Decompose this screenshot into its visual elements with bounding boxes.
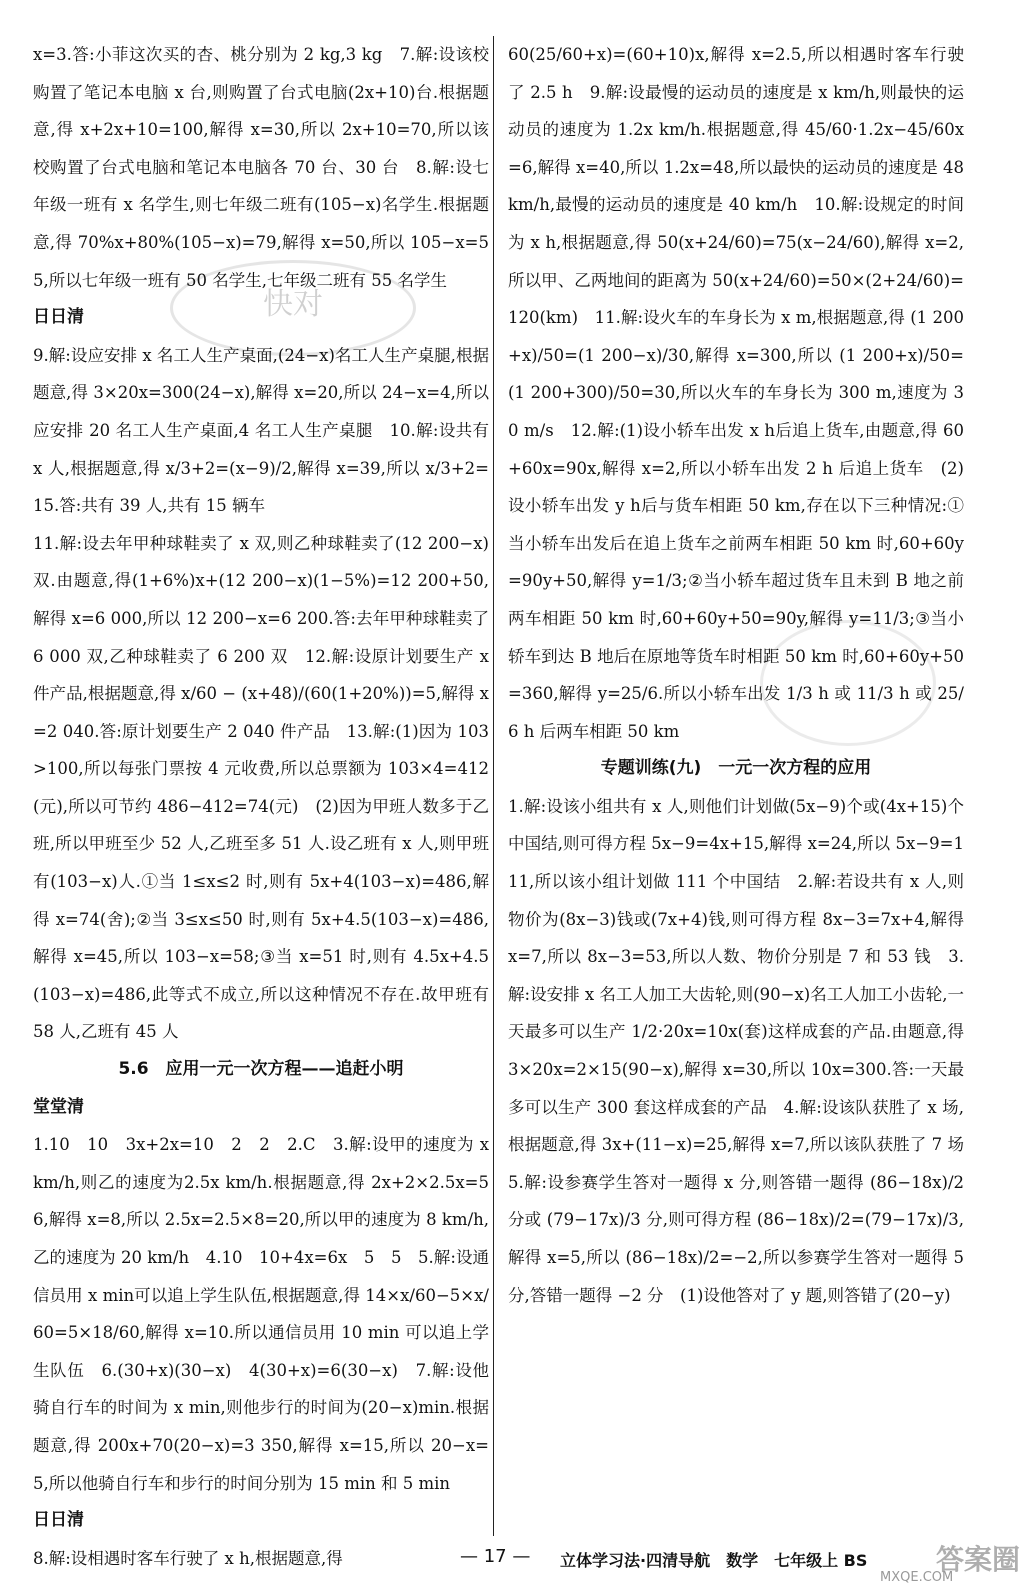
answer-paragraph: 8.解:设相遇时客车行驶了 x h,根据题意,得 — [33, 1548, 343, 1568]
section-heading: 日日清 — [33, 1510, 84, 1531]
column-divider — [493, 36, 494, 1536]
section-title: 专题训练(九) 一元一次方程的应用 — [600, 758, 872, 779]
answer-paragraph: 9.解:设应安排 x 名工人生产桌面,(24−x)名工人生产桌腿,根据题意,得 3×20x=300(24−x),解得 x=20,所以 24−x=4,所以应安排 20 名工人生产桌面,4 名工人生产桌腿 10.解:设共有 x 人,根据题意,得 x/3+2=(x−9)/2,解得 x=39,所以 x/3+2=15.答:共有 39 人,共有 15 辆车 — [33, 345, 489, 516]
answer-paragraph: x=3.答:小菲这次买的杏、桃分别为 2 kg,3 kg 7.解:设该校购置了笔记本电脑 x 台,则购置了台式电脑(2x+10)台.根据题意,得 x+2x+10=100,解得 x=30,所以 2x+10=70,所以该校购置了台式电脑和笔记本电脑各 70 台、30 台 8.解:设七年级一班有 x 名学生,则七年级二班有(105−x)名学生.根据题意,得 70%x+80%(105−x)=79,解得 x=50,所以 105−x=55,所以七年级一班有 50 名学生,七年级二班有 55 名学生 — [33, 45, 489, 290]
section-heading: 日日清 — [33, 307, 84, 328]
watermark-logo: 快对 — [170, 260, 416, 356]
answer-paragraph: 11.解:设去年甲种球鞋卖了 x 双,则乙种球鞋卖了(12 200−x)双.由题意,得(1+6%)x+(12 200−x)(1−5%)=12 200+50,解得 x=6 000,所以 12 200−x=6 200.答:去年甲种球鞋卖了 6 000 双,乙种球鞋卖了 6 200 双 12.解:设原计划要生产 x 件产品,根据题意,得 x/60 − (x+48)/(60(1+20%))=5,解得 x=2 040.答:原计划要生产 2 040 件产品 13.解:(1)因为 103>100,所以每张门票按 4 元收费,所以总票额为 103×4=412(元),所以可节约 486−412=74(元) (2)因为甲班人数多于乙班,所以甲班至少 52 人,乙班至多 51 人.设乙班有 x 人,则甲班有(103−x)人.①当 1≤x≤2 时,则有 5x+4(103−x)=486,解得 x=74(舍);②当 3≤x≤50 时,则有 5x+4.5(103−x)=486,解得 x=45,所以 103−x=58;③当 x=51 时,则有 4.5x+4.5(103−x)=486,此等式不成立,所以这种情况不存在.故甲班有 58 人,乙班有 45 人 — [33, 533, 489, 1042]
corner-logo: 答案圈 — [935, 1543, 1020, 1576]
right-column — [508, 36, 981, 1314]
answer-paragraph: 1.10 10 3x+2x=10 2 2 2.C 3.解:设甲的速度为 x km/h,则乙的速度为2.5x km/h.根据题意,得 2x+2×2.5x=56,解得 x=8,所以 2.5x=2.5×8=20,所以甲的速度为 8 km/h,乙的速度为 20 km/h 4.10 10+4x=6x 5 5 5.解:设通信员用 x min可以追上学生队伍,根据题意,得 14×x/60−5×x/60=5×18/60,解得 x=10.所以通信员用 10 min 可以追上学生队伍 6.(30+x)(30−x) 4(30+x)=6(30−x) 7.解:设他骑自行车的时间为 x min,则他步行的时间为(20−x)min.根据题意,得 200x+70(20−x)=3 350,解得 x=15,所以 20−x=5,所以他骑自行车和步行的时间分别为 15 min 和 5 min — [33, 1135, 489, 1493]
section-heading: 堂堂清 — [33, 1096, 84, 1117]
book-brand: 立体学习法·四清导航 数学 七年级上 BS — [560, 1551, 868, 1570]
page-number: — 17 — — [460, 1546, 531, 1567]
corner-url: MXQE.COM — [880, 1570, 954, 1585]
section-title: 5.6 应用一元一次方程——追赶小明 — [118, 1059, 404, 1080]
answer-paragraph: 60(25/60+x)=(60+10)x,解得 x=2.5,所以相遇时客车行驶了 2.5 h 9.解:设最慢的运动员的速度是 x km/h,则最快的运动员的速度为 1.2x km/h.根据题意,得 45/60·1.2x−45/60x=6,解得 x=40,所以 1.2x=48,所以最快的运动员的速度是 48 km/h,最慢的运动员的速度是 40 km/h 10.解:设规定的时间为 x h,根据题意,得 50(x+24/60)=75(x−24/60),解得 x=2,所以甲、乙两地间的距离为 50(x+24/60)=50×(2+24/60)=120(km) 11.解:设火车的车身长为 x m,根据题意,得 (1 200+x)/50=(1 200−x)/30,解得 x=300,所以 (1 200+x)/50=(1 200+300)/50=30,所以火车的车身长为 300 m,速度为 30 m/s 12.解:(1)设小轿车出发 x h后追上货车,由题意,得 60+60x=90x,解得 x=2,所以小轿车出发 2 h 后追上货车 (2)设小轿车出发 y h后与货车相距 50 km,存在以下三种情况:①当小轿车出发后在追上货车之前两车相距 50 km 时,60+60y=90y+50,解得 y=1/3;②当小轿车超过货车且未到 B 地之前两车相距 50 km 时,60+60y+50=90y,解得 y=11/3;③当小轿车到达 B 地后在原地等货车时相距 50 km 时,60+60y+50=360,解得 y=25/6.所以小轿车出发 1/3 h 或 11/3 h 或 25/6 h 后两车相距 50 km — [508, 45, 964, 741]
left-column — [33, 36, 489, 1577]
answer-paragraph: 1.解:设该小组共有 x 人,则他们计划做(5x−9)个或(4x+15)个中国结,则可得方程 5x−9=4x+15,解得 x=24,所以 5x−9=111,所以该小组计划做 111 个中国结 2.解:若设共有 x 人,则物价为(8x−3)钱或(7x+4)钱,则可得方程 8x−3=7x+4,解得 x=7,所以 8x−3=53,所以人数、物价分别是 7 和 53 钱 3.解:设安排 x 名工人加工大齿轮,则(90−x)名工人加工小齿轮,一天最多可以生产 1/2·20x=10x(套)这样成套的产品.由题意,得 3×20x=2×15(90−x),解得 x=30,所以 10x=300.答:一天最多可以生产 300 套这样成套的产品 4.解:设该队获胜了 x 场,根据题意,得 3x+(11−x)=25,解得 x=7,所以该队获胜了 7 场 5.解:设参赛学生答对一题得 x 分,则答错一题得 (86−18x)/2 分或 (79−17x)/3 分,则可得方程 (86−18x)/2=(79−17x)/3,解得 x=5,所以 (86−18x)/2=−2,所以参赛学生答对一题得 5 分,答错一题得 −2 分 (1)设他答对了 y 题,则答错了(20−y) — [508, 796, 981, 1305]
